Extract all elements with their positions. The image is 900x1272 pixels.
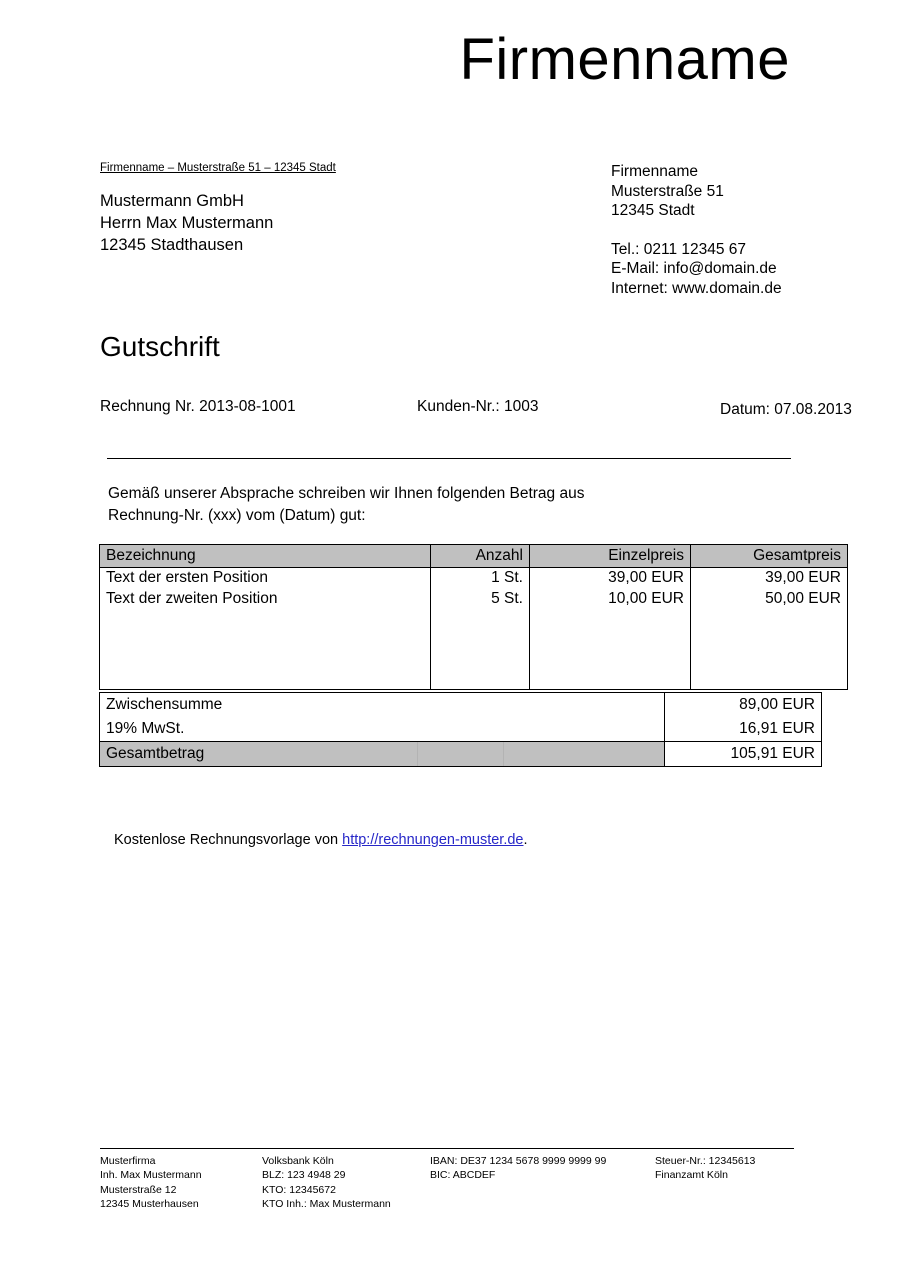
intro-text xyxy=(108,483,584,527)
footer-line: Volksbank Köln xyxy=(262,1155,334,1167)
footer-line: 12345 Musterhausen xyxy=(100,1197,199,1210)
footer-line: IBAN: DE37 1234 5678 9999 9999 99 xyxy=(430,1155,607,1167)
totals-row-subtotal xyxy=(100,693,822,718)
cell-empty xyxy=(530,649,691,669)
promo-suffix: . xyxy=(523,832,528,848)
cell-empty xyxy=(100,649,431,669)
cell-total-price: 39,00 EUR xyxy=(691,568,848,589)
footer-line: KTO: 12345672 xyxy=(262,1183,336,1196)
footer-line: Inh. Max Mustermann xyxy=(100,1169,202,1182)
cell-empty xyxy=(100,609,431,629)
table-row-empty xyxy=(100,649,848,669)
footer-column-tax xyxy=(655,1154,755,1183)
table-row xyxy=(100,568,848,589)
contact-company: Firmenname xyxy=(611,163,698,180)
column-header-description: Bezeichnung xyxy=(100,545,431,568)
table-row-empty xyxy=(100,629,848,649)
cell-empty xyxy=(691,669,848,690)
template-source-link[interactable]: http://rechnungen-muster.de xyxy=(342,832,524,848)
totals-row-grand-total xyxy=(100,742,822,767)
sender-contact-block xyxy=(611,162,782,299)
footer-line: BLZ: 123 4948 29 xyxy=(262,1169,346,1182)
column-divider xyxy=(503,742,504,766)
invoice-number: Rechnung Nr. 2013-08-1001 xyxy=(100,398,296,415)
cell-description: Text der ersten Position xyxy=(100,568,431,589)
label-subtotal: Zwischensumme xyxy=(100,693,665,718)
cell-empty xyxy=(530,629,691,649)
footer-divider xyxy=(100,1148,794,1149)
contact-city: 12345 Stadt xyxy=(611,202,695,220)
footer-line: Steuer-Nr.: 12345613 xyxy=(655,1155,756,1167)
cell-total-price: 50,00 EUR xyxy=(691,589,848,610)
value-subtotal: 89,00 EUR xyxy=(665,693,822,718)
cell-empty xyxy=(691,649,848,669)
cell-unit-price: 10,00 EUR xyxy=(530,589,691,610)
contact-street: Musterstraße 51 xyxy=(611,182,724,200)
header-divider xyxy=(107,458,791,459)
recipient-line: 12345 Stadthausen xyxy=(100,236,244,254)
cell-description: Text der zweiten Position xyxy=(100,589,431,610)
table-row-empty xyxy=(100,609,848,629)
company-headline: Firmenname xyxy=(459,27,790,92)
footer-line: Musterstraße 12 xyxy=(100,1183,177,1196)
line-items-body xyxy=(100,568,848,690)
intro-line: Gemäß unserer Absprache schreiben wir Ihnen folgenden Betrag aus xyxy=(108,485,585,502)
line-items-table xyxy=(99,544,848,690)
cell-empty xyxy=(431,609,530,629)
cell-empty xyxy=(691,629,848,649)
column-divider xyxy=(417,742,418,766)
cell-empty xyxy=(530,669,691,690)
promo-line xyxy=(114,830,528,850)
document-date: Datum: 07.08.2013 xyxy=(720,401,852,418)
recipient-address xyxy=(100,190,273,256)
footer-line: Musterfirma xyxy=(100,1155,156,1167)
cell-empty xyxy=(100,669,431,690)
value-grand-total: 105,91 EUR xyxy=(665,742,822,767)
totals-table xyxy=(99,692,822,767)
column-header-unit-price: Einzelpreis xyxy=(530,545,691,568)
contact-website: Internet: www.domain.de xyxy=(611,279,782,297)
line-items-header xyxy=(100,545,848,568)
sender-address-line: Firmenname – Musterstraße 51 – 12345 Stadt xyxy=(100,162,336,174)
label-grand-total xyxy=(100,742,665,767)
cell-unit-price: 39,00 EUR xyxy=(530,568,691,589)
label-vat: 19% MwSt. xyxy=(100,717,665,742)
promo-prefix: Kostenlose Rechnungsvorlage von xyxy=(114,832,343,848)
value-vat: 16,91 EUR xyxy=(665,717,822,742)
footer-column-bank xyxy=(262,1154,391,1211)
footer-column-iban xyxy=(430,1154,606,1183)
column-header-total-price: Gesamtpreis xyxy=(691,545,848,568)
recipient-line: Herrn Max Mustermann xyxy=(100,214,274,232)
cell-empty xyxy=(431,649,530,669)
footer-line: KTO Inh.: Max Mustermann xyxy=(262,1197,391,1210)
table-row-empty xyxy=(100,669,848,690)
totals-row-vat xyxy=(100,717,822,742)
footer-line: Finanzamt Köln xyxy=(655,1169,728,1182)
footer-column-company xyxy=(100,1154,202,1211)
contact-spacer xyxy=(611,221,782,240)
column-header-quantity: Anzahl xyxy=(431,545,530,568)
cell-quantity: 1 St. xyxy=(431,568,530,589)
document-title: Gutschrift xyxy=(100,331,220,362)
cell-empty xyxy=(530,609,691,629)
cell-empty xyxy=(431,629,530,649)
table-row xyxy=(100,589,848,610)
intro-line: Rechnung-Nr. (xxx) vom (Datum) gut: xyxy=(108,507,366,524)
cell-empty xyxy=(431,669,530,690)
contact-email: E-Mail: info@domain.de xyxy=(611,260,777,278)
customer-number: Kunden-Nr.: 1003 xyxy=(417,398,539,415)
footer-line: BIC: ABCDEF xyxy=(430,1169,496,1182)
contact-phone: Tel.: 0211 12345 67 xyxy=(611,240,747,258)
recipient-line: Mustermann GmbH xyxy=(100,192,244,210)
document-meta-row xyxy=(100,398,852,424)
totals-body xyxy=(100,693,822,767)
cell-quantity: 5 St. xyxy=(431,589,530,610)
table-header-row xyxy=(100,545,848,568)
cell-empty xyxy=(691,609,848,629)
grand-total-text: Gesamtbetrag xyxy=(106,745,205,762)
cell-empty xyxy=(100,629,431,649)
